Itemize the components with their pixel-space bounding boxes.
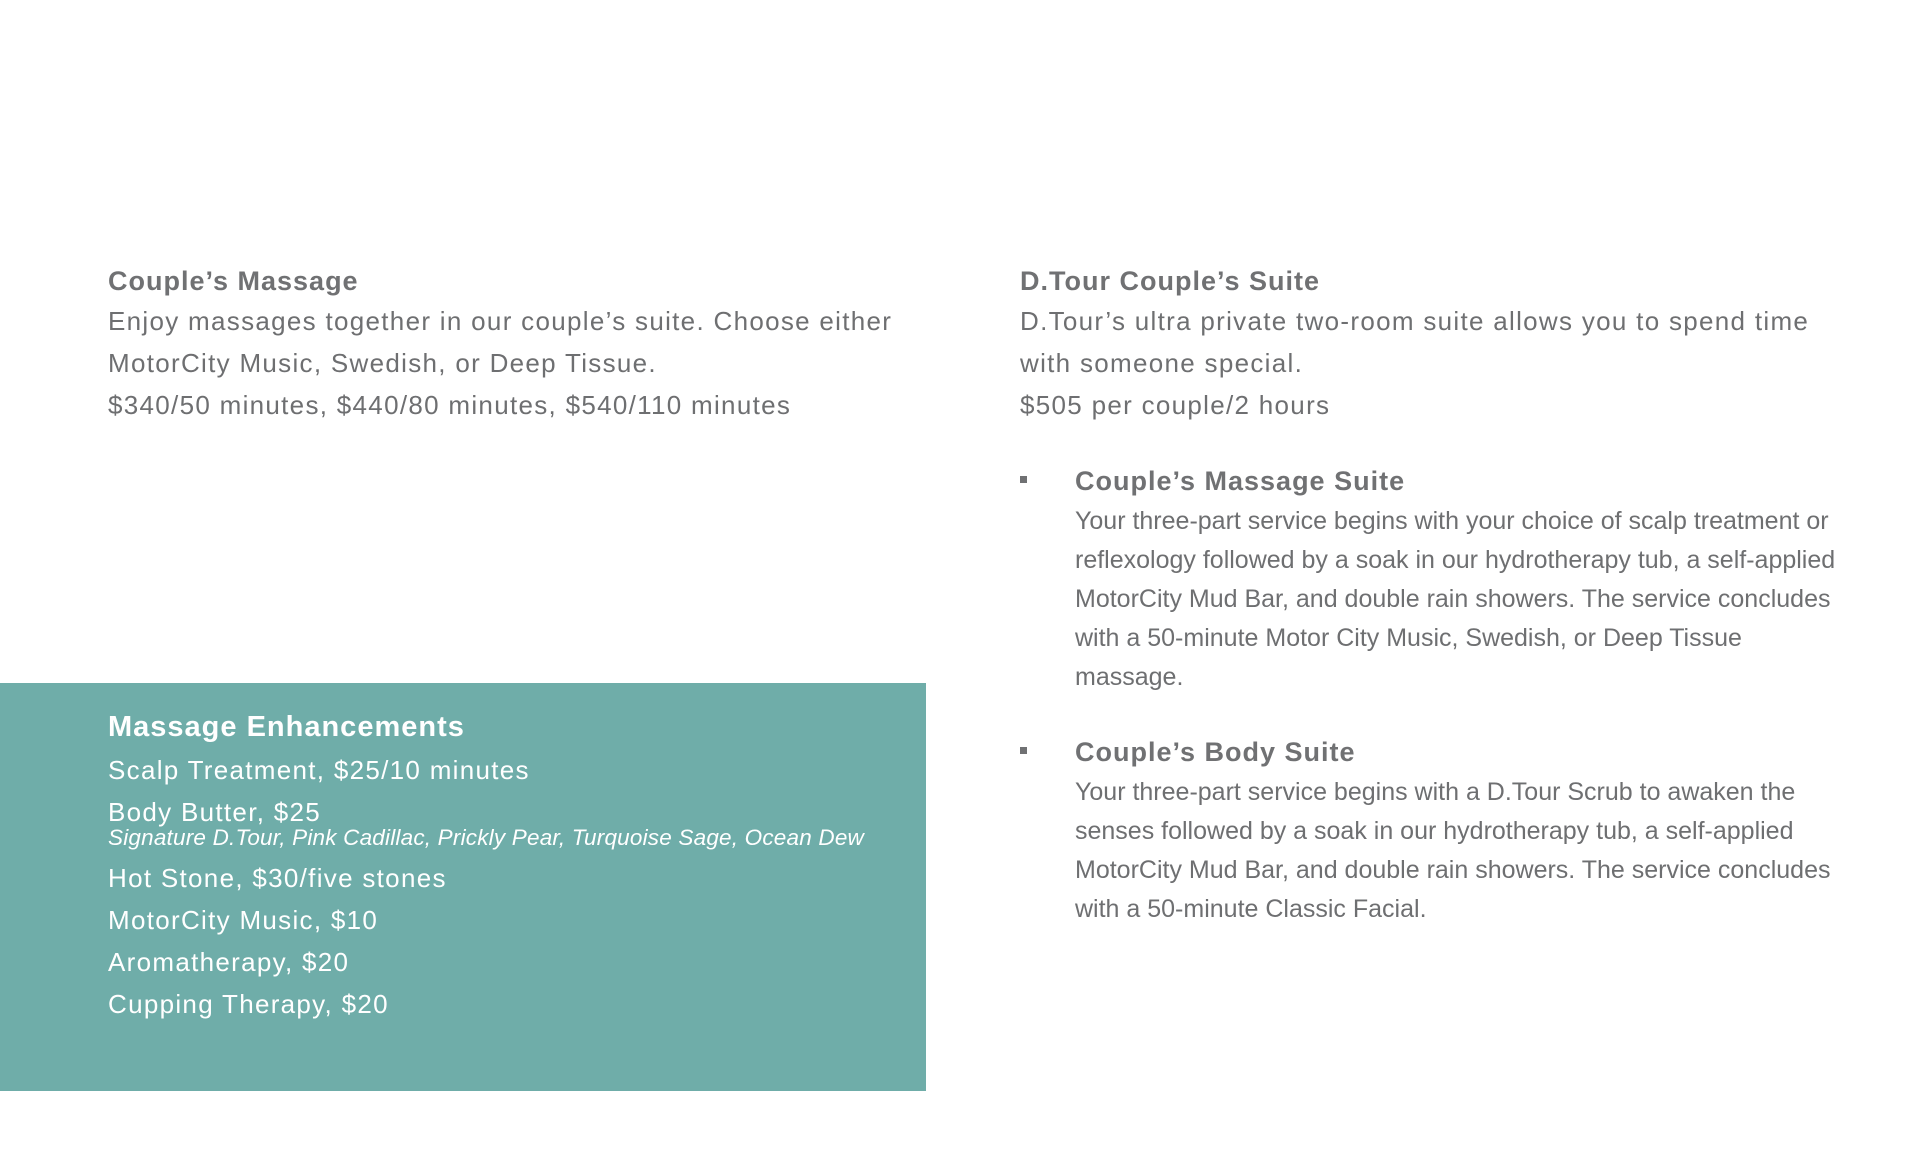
couples-massage-description-line1: Enjoy massages together in our couple’s suite. Choose either bbox=[108, 306, 893, 336]
massage-enhancements-panel bbox=[0, 683, 926, 1091]
couples-massage-title: Couple’s Massage bbox=[108, 266, 359, 296]
couples-massage-pricing: $340/50 minutes, $440/80 minutes, $540/110 minutes bbox=[108, 390, 792, 420]
massage-enhancements-title: Massage Enhancements bbox=[108, 711, 465, 743]
suite-option-title: Couple’s Massage Suite bbox=[1075, 466, 1406, 496]
enhancement-item-aromatherapy: Aromatherapy, $20 bbox=[108, 947, 350, 977]
enhancement-item-scalp-treatment: Scalp Treatment, $25/10 minutes bbox=[108, 755, 530, 785]
couples-massage-description-line2: MotorCity Music, Swedish, or Deep Tissue. bbox=[108, 348, 657, 378]
suite-options-list bbox=[1020, 462, 1860, 929]
suite-description-line2: with someone special. bbox=[1020, 348, 1304, 378]
suite-option-description: Your three-part service begins with a D.Tour Scrub to awaken the senses followed by a soak in our hydrotherapy tub, a self-applied MotorCity Mud Bar, and double rain showers. The service concludes with a 50-minute Classic Facial. bbox=[1075, 778, 1831, 923]
enhancement-item-motorcity-music: MotorCity Music, $10 bbox=[108, 905, 379, 935]
suite-option-description: Your three-part service begins with your choice of scalp treatment or reflexology followed by a soak in our hydrotherapy tub, a self-applied MotorCity Mud Bar, and double rain showers. The service concludes with a 50-minute Motor City Music, Swedish, or Deep Tissue massage. bbox=[1075, 507, 1836, 691]
square-bullet-icon bbox=[1020, 476, 1027, 483]
suite-option-title: Couple’s Body Suite bbox=[1075, 737, 1356, 767]
suite-option-body-suite bbox=[1020, 733, 1860, 929]
suite-description-line1: D.Tour’s ultra private two-room suite allows you to spend time bbox=[1020, 306, 1810, 336]
couples-massage-section bbox=[108, 262, 928, 426]
suite-title: D.Tour Couple’s Suite bbox=[1020, 266, 1321, 296]
enhancement-item-cupping-therapy: Cupping Therapy, $20 bbox=[108, 989, 389, 1019]
enhancement-item-hot-stone: Hot Stone, $30/five stones bbox=[108, 863, 447, 893]
massage-enhancements-content bbox=[108, 707, 908, 1025]
square-bullet-icon bbox=[1020, 747, 1027, 754]
dtour-couples-suite-section bbox=[1020, 262, 1860, 965]
suite-option-massage-suite bbox=[1020, 462, 1860, 697]
suite-pricing: $505 per couple/2 hours bbox=[1020, 390, 1331, 420]
body-butter-scents-note: Signature D.Tour, Pink Cadillac, Prickly Pear, Turquoise Sage, Ocean Dew bbox=[108, 825, 865, 850]
enhancement-item-body-butter: Body Butter, $25 bbox=[108, 797, 322, 827]
